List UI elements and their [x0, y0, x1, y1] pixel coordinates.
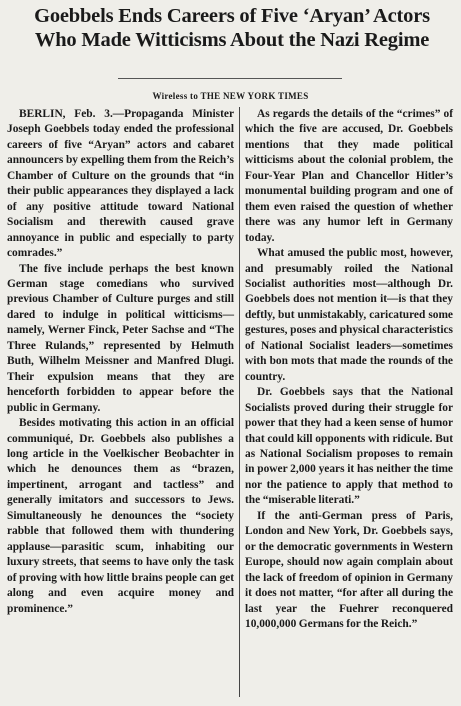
headline-rule	[118, 78, 342, 79]
paragraph: Besides motivating this action in an official communiqué, Dr. Goebbels also publishes a long article in the Voelkischer Beobachter in which he denounces them as “brazen, impertinent, arrogant and tactless” and generally imitators and successors to Jews. Simultaneously he denounces the “society rabble that followed them with thundering applause—parasitic scum, inhabiting our luxury streets, that seems to have only the task of proving with how little brains people can get along and even acquire money and prominence.”	[7, 417, 234, 615]
paragraph: BERLIN, Feb. 3.—Propaganda Minister Joseph Goebbels today ended the professional careers of five “Aryan” actors and cabaret announcers by expelling them from the Reich’s Chamber of Culture on the grounds that “in their public appearances they displayed a lack of any positive attitude toward National Socialism and therewith caused grave annoyance in public and especially to party comrades.”	[7, 108, 234, 260]
paragraph: If the anti-German press of Paris, London and New York, Dr. Goebbels says, or the democratic governments in Western Europe, should now again complain about the lack of freedom of opinion in Germany it does not matter, “for after all during the last year the Fuehrer reconquered 10,000,000 Germans for the Reich.”	[245, 509, 453, 630]
column-divider	[239, 107, 240, 697]
left-column	[7, 107, 234, 617]
paragraph: Dr. Goebbels says that the National Socialists proved during their struggle for power that they had a keen sense of humor that could kill opponents with ridicule. But as National Socialism proposes to remain in power 2,000 years it has neither the time nor the patience to apply that method to the “miserable literati.”	[245, 386, 453, 507]
headline-line-2: Who Made Witticisms About the Nazi Regime	[34, 29, 430, 51]
byline: Wireless to THE NEW YORK TIMES	[152, 91, 309, 101]
headline-line-1: Goebbels Ends Careers of Five ‘Aryan’ Actors	[34, 5, 430, 27]
right-column	[245, 107, 453, 632]
paragraph: The five include perhaps the best known German stage comedians who survived previous Chamber of Culture purges and still dared to indulge in political witticisms—namely, Werner Finck, Peter Sachse and “The Three Rulands,” represented by Helmuth Buth, Wilhelm Meissner and Manfred Dlugi. Their expulsion means that they are henceforth forbidden to appear before the public in Germany.	[7, 262, 234, 414]
paragraph: What amused the public most, however, and presumably roiled the National Socialist authorities most—although Dr. Goebbels does not mention it—is that they deftly, but unmistakably, caricatured some gestures, poses and physical characteristics of National Socialist leaders—sometimes with bon mots that made the rounds of the country.	[245, 247, 453, 383]
headline	[6, 4, 458, 52]
paragraph: As regards the details of the “crimes” of which the five are accused, Dr. Goebbels mentions that they made political witticisms about the colonial problem, the Four-Year Plan and Chancellor Hitler’s monumental building program and one of them even raised the question of whether there was any humor left in Germany today.	[245, 108, 453, 244]
